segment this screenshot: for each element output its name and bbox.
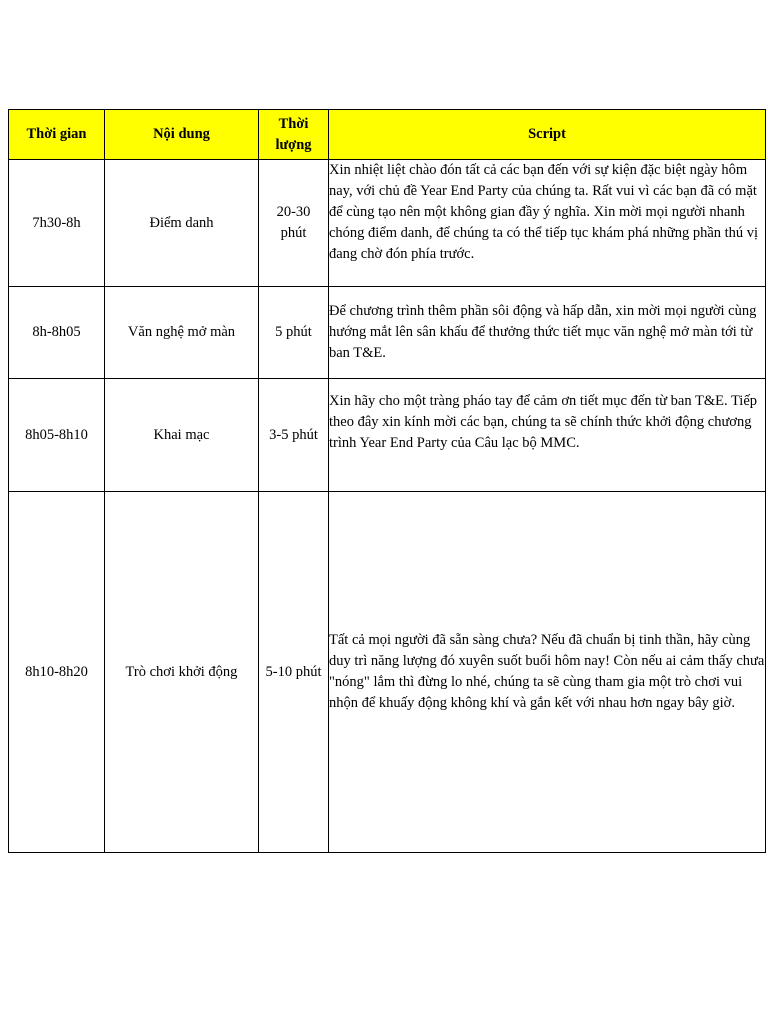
- row-time: 8h05-8h10: [9, 379, 105, 492]
- header-time: Thời gian: [9, 110, 105, 160]
- header-duration-line2: lượng: [275, 136, 312, 153]
- row-time: 8h10-8h20: [9, 492, 105, 853]
- header-duration-line1: Thời: [278, 115, 309, 132]
- header-duration: [259, 110, 329, 160]
- header-script: Script: [329, 110, 766, 160]
- row-script: Để chương trình thêm phần sôi động và hấp dẫn, xin mời mọi người cùng hướng mắt lên sân khấu để thưởng thức tiết mục văn nghệ mở màn tới từ ban T&E.: [329, 287, 766, 379]
- table-row: [9, 287, 766, 379]
- row-script: Xin nhiệt liệt chào đón tất cả các bạn đến với sự kiện đặc biệt ngày hôm nay, với chủ đề Year End Party của chúng ta. Rất vui vì các bạn đã có mặt để cùng tạo nên một không gian đầy ý nghĩa. Xin mời mọi người nhanh chóng điểm danh, để chúng ta có thể tiếp tục khám phá những phần thú vị đang chờ đón phía trước.: [329, 160, 766, 287]
- row-content: Trò chơi khởi động: [105, 492, 259, 853]
- row-time: 8h-8h05: [9, 287, 105, 379]
- row-duration: [259, 160, 329, 287]
- row-content: Điểm danh: [105, 160, 259, 287]
- schedule-table: [8, 109, 766, 853]
- table-row: [9, 492, 766, 853]
- header-row: [9, 110, 766, 160]
- row-duration: 3-5 phút: [259, 379, 329, 492]
- row-content: Văn nghệ mở màn: [105, 287, 259, 379]
- row-duration-line2: phút: [280, 225, 307, 241]
- row-script: Tất cả mọi người đã sẵn sàng chưa? Nếu đã chuẩn bị tinh thần, hãy cùng duy trì năng lượng đó xuyên suốt buổi hôm nay! Còn nếu ai cảm thấy chưa "nóng" lắm thì đừng lo nhé, chúng ta sẽ cùng tham gia một trò chơi vui nhộn để khuấy động không khí và gắn kết với nhau hơn ngay bây giờ.: [329, 492, 766, 853]
- table-row: [9, 379, 766, 492]
- row-content: Khai mạc: [105, 379, 259, 492]
- row-duration-line1: 20-30: [276, 204, 311, 220]
- header-content: Nội dung: [105, 110, 259, 160]
- row-script: Xin hãy cho một tràng pháo tay để cảm ơn tiết mục đến từ ban T&E. Tiếp theo đây xin kính mời các bạn, chúng ta sẽ chính thức khởi động chương trình Year End Party của Câu lạc bộ MMC.: [329, 379, 766, 492]
- row-time: 7h30-8h: [9, 160, 105, 287]
- table-header: [9, 110, 766, 160]
- table-row: [9, 160, 766, 287]
- row-duration: 5-10 phút: [259, 492, 329, 853]
- row-duration: 5 phút: [259, 287, 329, 379]
